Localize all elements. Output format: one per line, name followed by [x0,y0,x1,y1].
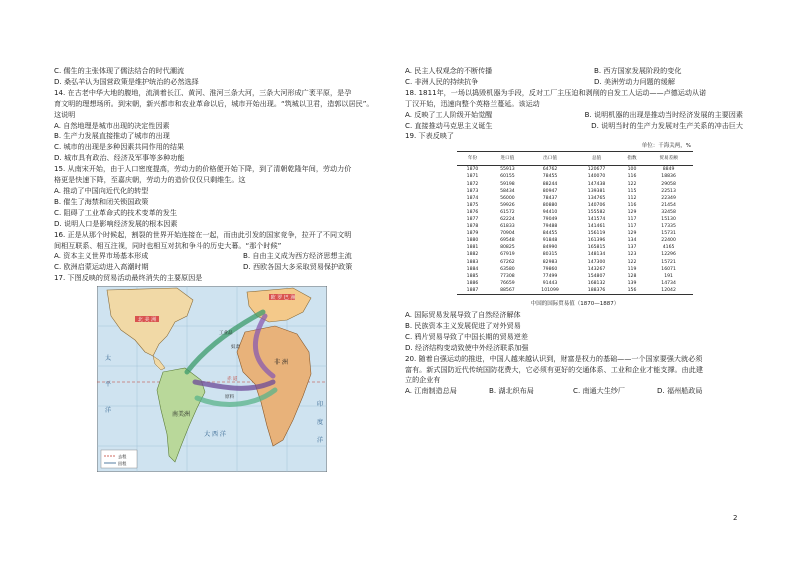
table-cell: 1887 [457,287,488,295]
table-cell: 29058 [661,181,676,187]
table-cell: 140070 [587,174,606,180]
table-header-cell: 指数 [620,152,644,166]
table-row [457,223,693,230]
label-pacific-1: 太 [105,355,112,363]
label-europe: 欧 罗 巴 洲 [270,295,296,302]
q20-stem-line-3: 立的企业有 [405,375,441,385]
table-unit: 单位：千海关两，% [641,143,691,150]
q20-stem-line-2: 富有。新式国防近代传统国防花费大，它必须有更好的交通体系、工业和企业才能支撑。由此建 [405,364,703,374]
q18-option-b: B. 说明机器的出现是推动当时经济发展的主要因素 [584,109,743,119]
table-row [457,166,693,174]
table-cell: 56000 [500,195,515,201]
label-africa: 非 洲 [274,359,288,367]
table-cell: 134 [627,238,637,244]
trade-table-block [457,142,693,310]
q16-option-b: B. 自由主义成为西方经济思想主流 [243,251,352,261]
label-goods-1: 奴隶 [231,345,240,351]
table-cell: 18836 [661,174,676,180]
table-cell: 1882 [466,252,479,258]
table-row [457,237,693,244]
label-goods-3: 原料 [225,395,234,401]
table-cell: 117 [627,224,637,230]
table-cell: 15721 [661,259,676,265]
table-cell: 139381 [587,188,606,194]
table-cell: 77499 [542,273,558,279]
table-cell: 1875 [466,202,479,208]
table-cell: 1873 [466,188,479,194]
q17-stem: 17. 下图反映的贸易活动最终消失的主要原因是 [54,273,203,283]
legend-label-2: 回程 [118,461,127,467]
left-line: 这说明 [54,109,76,119]
table-cell: 15130 [661,217,676,222]
table-cell: 88567 [488,287,527,295]
q17-option-a: A. 民主人权观念的不断传播 [405,66,493,75]
table-cell: 63580 [500,266,515,272]
table-cell: 78455 [542,174,558,180]
table-cell: 1880 [466,238,479,244]
q16-options-row-2 [54,262,392,273]
table-cell: 119 [627,266,637,272]
table-cell: 80947 [542,188,558,194]
left-line: 间相互联系、相互注视，同时也相互对抗和争斗的历史大幕。“那个时候” [54,240,282,250]
left-text-lines [54,66,392,251]
table-cell: 22400 [661,238,676,244]
table-cell: 4165 [662,245,675,251]
table-cell: 84455 [542,231,558,237]
table-row [457,251,693,258]
q19-option-b: B. 民族资本主义发展促进了对外贸易 [405,320,521,330]
left-line: 15. 从南宋开始，由于人口密度提高，劳动力的价格便开始下降，到了清朝乾隆年间，劳动力价 [54,164,352,174]
table-row [457,195,693,202]
table-cell: 17335 [661,224,676,230]
left-line: 16. 正是从那个时候起，割裂的世界开始连接在一起，而由此引发的国家竞争，拉开了不同文明 [54,229,352,239]
q18-option-a: A. 反映了工人阶级开始觉醒 [405,109,493,119]
q20-option-d: D. 福州船政局 [657,386,703,396]
table-cell: 64762 [542,167,558,173]
left-line: D. 说明人口是影响经济发展的根本因素 [54,218,178,228]
left-line: D. 桑弘羊认为国营政策是维护统治的必然选择 [54,76,199,86]
q16-options-row-1 [54,251,392,262]
left-line: B. 催生了海禁和闭关锁国政策 [54,196,149,206]
table-cell: 100 [627,167,637,173]
table-cell: 156 [620,287,644,295]
q20-option-c: C. 南通大生纱厂 [573,386,626,396]
q17-options-row-2 [405,77,743,88]
table-cell: 168132 [587,280,606,286]
table-cell: 1878 [466,224,479,230]
table-header-cell: 年份 [457,152,488,166]
label-indian-3: 洋 [317,437,324,445]
table-cell: 59926 [500,202,515,208]
table-row [457,266,693,273]
label-south-america: 南美洲 [171,411,191,419]
table-cell: 156119 [587,231,606,237]
table-cell: 61833 [500,224,515,230]
table-row [457,259,693,266]
table-cell: 116 [627,202,637,208]
table-header-cell: 贸易差额 [644,152,693,166]
table-cell: 112 [627,195,637,201]
table-cell: 1877 [466,217,479,222]
table-cell: 21454 [661,202,676,208]
table-row [457,273,693,280]
table-cell: 134765 [587,195,606,201]
table-cell: 88244 [542,181,558,187]
table-cell: 80315 [542,252,558,258]
table-cell: 122 [627,259,637,265]
table-cell: 147438 [587,181,606,187]
page-number: 2 [733,514,738,522]
label-goods-2: 工业品 [219,331,233,337]
table-cell: 12296 [661,252,676,258]
label-pacific-2: 平 [105,381,112,389]
table-cell: 91443 [542,280,558,286]
table-cell: 165815 [587,245,606,251]
table-cell: 188376 [573,287,620,295]
legend-label-1: 去程 [118,454,127,460]
table-cell: 117 [627,217,637,222]
label-north-america: 北 美 洲 [137,317,157,324]
table-cell: 69548 [500,238,515,244]
table-row [457,216,693,223]
table-cell: 101099 [527,287,574,295]
table-cell: 77308 [500,273,515,279]
q16-option-a: A. 资本主义世界市场基本形成 [54,251,149,261]
table-row [457,181,693,188]
table-cell: 79488 [542,224,558,230]
left-line: A. 推动了中国向近代化的转型 [54,185,149,195]
table-row [457,244,693,251]
table-cell: 59198 [500,181,515,187]
table-cell: 91848 [542,238,558,244]
table-cell: 22349 [661,195,676,201]
label-atlantic: 大 西 洋 [204,431,226,439]
table-cell: 155582 [587,209,606,215]
label-indian-1: 印 [317,401,324,409]
table-cell: 8849 [662,167,675,173]
q19-option-c: C. 鸦片贸易导致了中国长期的贸易逆差 [405,331,528,341]
left-line: C. 城市的出现是多种因素共同作用的结果 [54,142,185,152]
table-cell: 128 [627,273,637,279]
q18-options-row-1 [405,110,743,121]
q20-option-b: B. 湖北织布局 [489,386,534,396]
left-line: C. 儒生的主张体现了儒法结合的时代潮流 [54,66,185,75]
table-cell: 79860 [542,266,558,272]
table-row [457,188,693,195]
q20-option-a: A. 江南制造总局 [405,386,457,396]
table-header-row [457,152,693,166]
table-cell: 67919 [500,252,515,258]
table-cell: 62224 [500,217,515,222]
table-cell: 60155 [500,174,515,180]
table-cell: 1881 [466,245,479,251]
table-cell: 61572 [500,209,515,215]
table-cell: 1871 [466,174,479,180]
table-cell: 122 [627,181,637,187]
table-header-cell: 总值 [573,152,620,166]
q19-stem: 19. 下表反映了 [405,131,455,141]
left-line: A. 自然地理是城市出现的决定性因素 [54,120,170,130]
table-cell: 55913 [500,167,515,173]
table-cell: 12042 [644,287,693,295]
table-cell: 1884 [466,266,479,272]
map-legend [101,450,137,468]
map-svg [97,286,327,472]
table-cell: 16071 [661,266,676,272]
q17-option-c: C. 非洲人民的持续抗争 [405,76,479,86]
q18-options-row-2 [405,121,743,132]
table-cell: 148134 [587,252,606,258]
table-cell: 1879 [466,231,479,237]
label-equator: 赤 道 [227,377,238,383]
table-cell: 22513 [661,188,676,194]
table-cell: 129 [627,209,637,215]
table-cell: 76659 [500,280,515,286]
table-cell: 80825 [500,245,515,251]
table-cell: 129 [627,231,637,237]
table-caption: 中国的国际贸易值（1870—1887） [530,301,620,308]
table-cell: 191 [664,273,673,279]
table-body [457,166,693,295]
table-cell: 141574 [587,217,606,222]
q18-stem-line-2: 丁汉开始，迅速向整个英格兰蔓延。该运动 [405,98,540,108]
table-cell: 79049 [542,217,558,222]
left-line: C. 阻碍了工业革命式的技术变革的发生 [54,207,177,217]
table-row [457,280,693,287]
table-cell: 78437 [542,195,558,201]
table-cell: 1874 [466,195,479,201]
left-line: 格更是快速下降，至嘉庆朝，劳动力的造价仅仅只剩维生。这 [54,175,246,185]
trade-table [457,151,693,295]
q17-option-b: B. 西方国家发展阶段的变化 [594,66,682,75]
table-header-cell: 出口值 [527,152,574,166]
table-cell: 1876 [466,209,479,215]
table-cell: 115 [627,188,637,194]
label-pacific-3: 洋 [105,407,112,415]
label-indian-2: 度 [317,419,324,427]
q18-option-c: C. 直接推动马克思主义诞生 [405,120,493,130]
table-header-cell: 进口值 [488,152,527,166]
left-column [54,66,392,472]
table-row [457,287,693,295]
q16-option-c: C. 欧洲启蒙运动进入高潮时期 [54,262,149,272]
left-line: D. 城市具有政治、经济及军事等多种功能 [54,153,185,163]
left-line: B. 生产力发展直接推动了城市的出现 [54,131,170,141]
table-row [457,230,693,237]
table-row [457,209,693,216]
table-cell: 14734 [661,280,676,286]
table-cell: 15731 [661,231,676,237]
q19-option-a: A. 国际贸易发展导致了自然经济解体 [405,310,521,320]
table-cell: 70904 [500,231,515,237]
table-cell: 1886 [466,280,479,286]
q20-stem-line-1: 20. 随着自强运动的推进，中国人越来越认识到，财富是权力的基础——一个国家要强大就必须 [405,353,703,363]
left-line: 14. 在古老中华大地的腹地，流淌着长江、黄河、淮河三条大河，三条大河形成广袤平原，是孕 [54,87,352,97]
table-row [457,173,693,180]
table-cell: 123 [627,252,637,258]
table-cell: 1872 [466,181,479,187]
table-cell: 147300 [587,259,606,265]
table-cell: 1883 [466,259,479,265]
q18-stem-line-1: 18. 1811年，一场以捣毁机器为手段，反对工厂主压迫和剥削的自发工人运动——卢德运动从诺 [405,87,707,97]
q19-option-d: D. 经济结构变动致使中外经济联系加强 [405,342,529,352]
q16-option-d: D. 西欧各国大多采取贸易保护政策 [243,262,353,272]
left-line: 育文明的理想场所。到宋朝，新兴都市和农业革命以后，城市开始出现。“筑城以卫君，造郭以居民”。 [54,98,374,108]
table-cell: 139 [627,280,637,286]
table-cell: 154807 [587,273,606,279]
table-cell: 32458 [661,209,676,215]
q17-option-d: D. 美洲劳动力问题的缓解 [594,76,675,86]
table-row [457,202,693,209]
table-cell: 120677 [587,167,606,173]
table-cell: 161396 [587,238,606,244]
table-cell: 140706 [587,202,606,208]
triangle-trade-map [97,286,327,472]
table-cell: 94410 [542,209,558,215]
q17-options-row-1 [405,66,743,77]
table-cell: 84990 [542,245,558,251]
table-cell: 67262 [500,259,515,265]
q20-options [405,386,743,397]
q18-option-d: D. 说明当时的生产力发展对生产关系的冲击巨大 [591,120,743,130]
table-cell: 82983 [542,259,558,265]
table-cell: 80880 [542,202,558,208]
table-cell: 116 [627,174,637,180]
table-cell: 137 [627,245,637,251]
table-cell: 1885 [466,273,479,279]
right-column [405,66,743,397]
table-cell: 1870 [466,167,479,173]
table-cell: 141461 [587,224,606,230]
table-cell: 143267 [587,266,606,272]
table-cell: 58434 [500,188,515,194]
